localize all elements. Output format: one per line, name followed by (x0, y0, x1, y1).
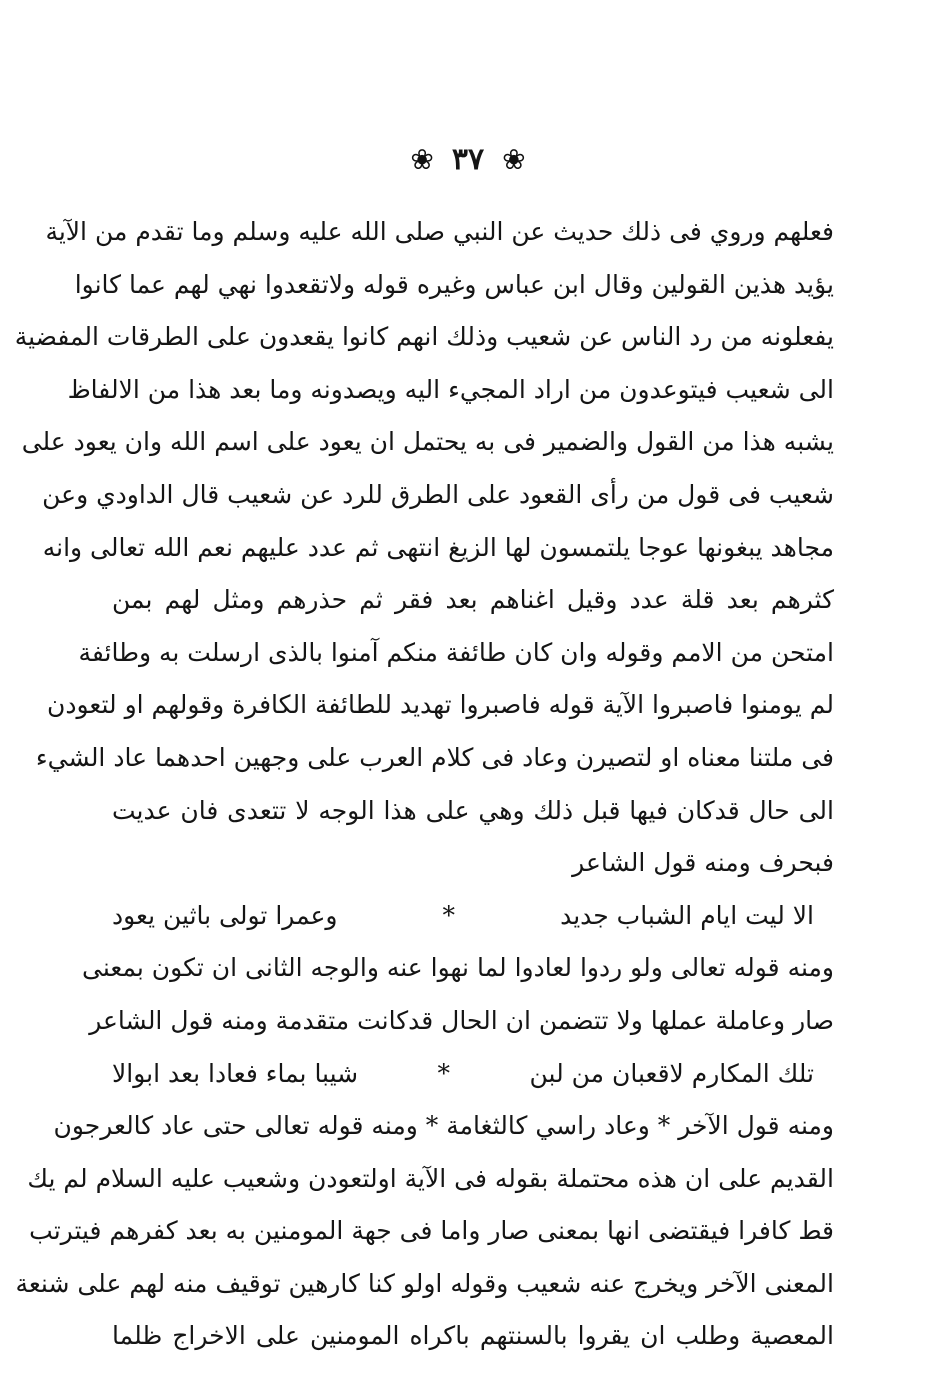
verse-hemistich-second: وعمرا تولى باثين يعود (111, 900, 338, 930)
body-text (14, 206, 834, 1363)
text-line: كثرهم بعد قلة عدد وقيل اغناهم بعد فقر ثم حذرهم ومثل لهم بمن (112, 585, 834, 615)
page-header (0, 138, 936, 182)
text-line: يفعلونه من رد الناس عن شعيب وذلك انهم كانوا يقعدون على الطرقات المفضية (14, 322, 834, 352)
text-line: مجاهد يبغونها عوجا يلتمسون لها الزيغ انتهى ثم عدد عليهم نعم الله تعالى وانه (42, 532, 834, 562)
text-line: صار وعاملة عملها ولا تتضمن ان الحال قدكانت متقدمة ومنه قول الشاعر (89, 1005, 834, 1035)
text-line: شعيب فى قول من رأى القعود على الطرق للرد عن شعيب قال الداودي وعن (42, 479, 834, 509)
text-line: المعصية وطلب ان يقروا بالسنتهم باكراه المومنين على الاخراج ظلما (112, 1321, 834, 1351)
text-line: لم يومنوا فاصبروا الآية قوله فاصبروا تهديد للطائفة الكافرة وقولهم او لتعودن (47, 690, 834, 720)
text-line: فبحرف ومنه قول الشاعر (572, 848, 834, 878)
poetry-verse (112, 890, 834, 943)
verse-hemistich-first: تلك المكارم لاقعبان من لبن (529, 1058, 814, 1088)
verse-hemistich-second: شيبا بماء فعادا بعد ابوالا (112, 1058, 359, 1088)
text-line: المعنى الآخر ويخرج عنه شعيب وقوله اولو كنا كارهين توقيف منه لهم على شنعة (15, 1268, 834, 1298)
verse-separator-star: * (442, 900, 456, 930)
text-line: يؤيد هذين القولين وقال ابن عباس وغيره قوله ولاتقعدوا نهي لهم عما كانوا (74, 269, 834, 299)
text-line: قط كافرا فيقتضى انها بمعنى صار واما فى جهة المومنين به بعد كفرهم فيترتب (29, 1216, 834, 1246)
text-line: فى ملتنا معناه او لتصيرن وعاد فى كلام العرب على وجهين احدهما عاد الشيء (35, 742, 834, 772)
text-line: ومنه قوله تعالى ولو ردوا لعادوا لما نهوا عنه والوجه الثانى ان تكون بمعنى (82, 953, 834, 983)
ornament-right-icon: ❀ (502, 143, 526, 176)
ornament-left-icon: ❀ (410, 143, 434, 176)
text-line: ومنه قول الآخر * وعاد راسي كالثغامة * ومنه قوله تعالى حتى عاد كالعرجون (53, 1111, 834, 1141)
verse-hemistich-first: الا ليت ايام الشباب جديد (560, 900, 814, 930)
text-line: فعلهم وروي فى ذلك حديث عن النبي صلى الله عليه وسلم وما تقدم من الآية (45, 217, 834, 246)
text-line: امتحن من الامم وقوله وان كان طائفة منكم آمنوا بالذى ارسلت به وطائفة (78, 637, 834, 667)
page-number: ٣٧ (451, 142, 485, 177)
text-line: الى حال قدكان فيها قبل ذلك وهي على هذا الوجه لا تتعدى فان عديت (112, 795, 834, 825)
text-line: يشبه هذا من القول والضمير فى به يحتمل ان يعود على اسم الله وان يعود على (21, 427, 834, 457)
poetry-verse (112, 1048, 834, 1101)
text-line: الى شعيب فيتوعدون من اراد المجيء اليه ويصدونه وما بعد هذا من الالفاظ (67, 374, 834, 404)
verse-separator-star: * (437, 1058, 451, 1088)
text-line: القديم على ان هذه محتملة بقوله فى الآية اولتعودن وشعيب عليه السلام لم يك (27, 1163, 834, 1193)
